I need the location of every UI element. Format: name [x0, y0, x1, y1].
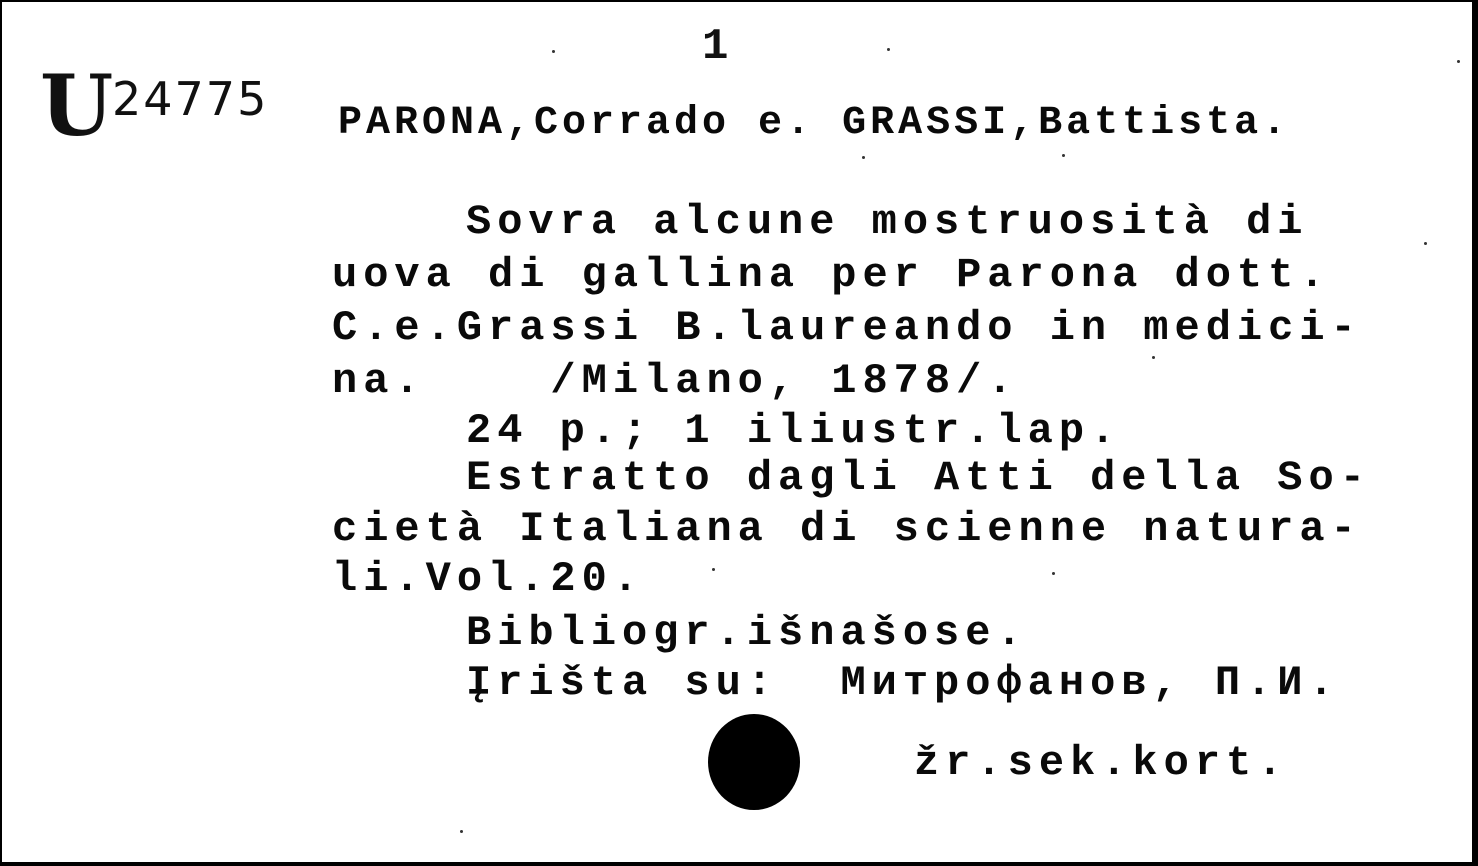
author-heading: PARONA,Corrado e. GRASSI,Battista.: [338, 101, 1291, 146]
dust-speck: [1424, 242, 1427, 245]
note-line-2: cietà Italiana di scienne natura-: [332, 505, 1362, 553]
page-number: 1: [702, 22, 729, 72]
dust-speck: [1457, 60, 1460, 63]
title-line-2: uova di gallina per Parona dott.: [332, 251, 1331, 299]
dust-speck: [1152, 356, 1155, 359]
dust-speck: [1052, 572, 1055, 575]
punch-hole: [708, 714, 800, 810]
call-number: 24775: [112, 72, 269, 126]
catalog-card: [2, 2, 1472, 862]
collation-line: 24 p.; 1 iliustr.lap.: [466, 407, 1122, 455]
dust-speck: [460, 830, 463, 833]
see-next-card: žr.sek.kort.: [914, 739, 1289, 787]
note-line-3: li.Vol.20.: [332, 555, 645, 603]
call-number-letter: U: [40, 56, 114, 155]
bibliography-note: Bibliogr.išnašose.: [466, 609, 1028, 657]
dust-speck: [887, 48, 890, 51]
dust-speck: [552, 50, 555, 53]
dust-speck: [712, 568, 715, 571]
dust-speck: [862, 156, 865, 159]
title-line-1: Sovra alcune mostruosità di: [466, 198, 1309, 246]
bound-with-note: Įrišta su: Митрофанов, П.И.: [466, 659, 1340, 707]
note-line-1: Estratto dagli Atti della So-: [466, 454, 1371, 502]
dust-speck: [1062, 154, 1065, 157]
title-line-3: C.e.Grassi B.laureando in medici-: [332, 304, 1362, 352]
imprint-line: na. /Milano, 1878/.: [332, 357, 1019, 405]
